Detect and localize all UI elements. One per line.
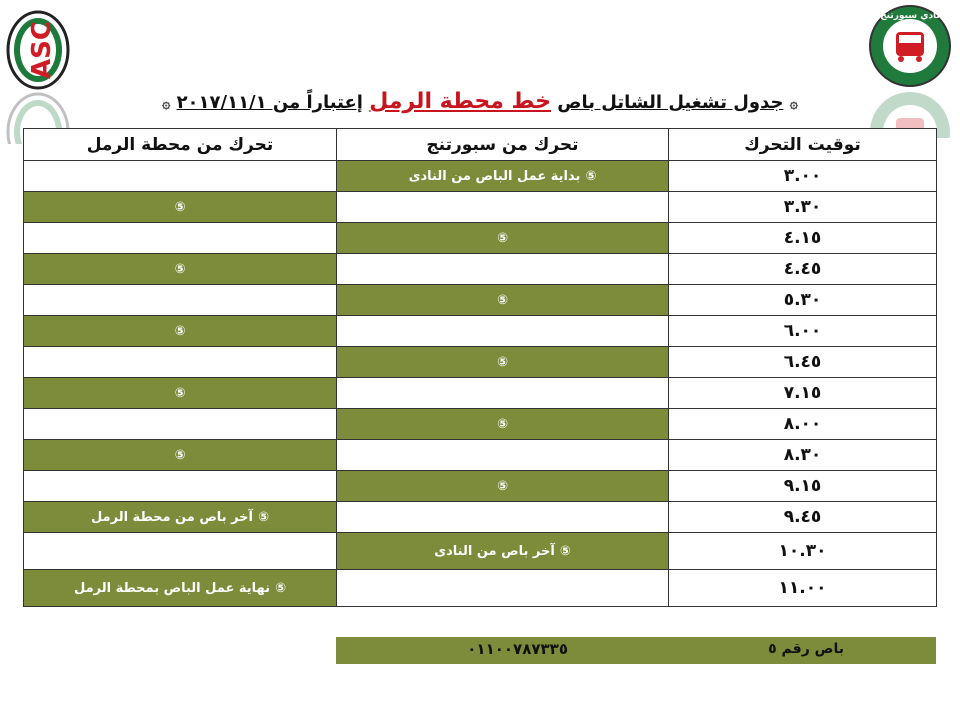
table-row — [24, 502, 937, 533]
table-row — [24, 471, 937, 502]
table-row — [24, 378, 937, 409]
from-raml-cell — [24, 440, 337, 471]
from-raml-cell — [24, 223, 337, 254]
table-row — [24, 533, 937, 570]
departure-time-cell: ١٠.٣٠ — [669, 533, 937, 570]
bus-five-marker-icon: ⑤ — [496, 354, 508, 370]
table-row — [24, 254, 937, 285]
bus-five-marker-icon: ⑤ — [275, 580, 287, 596]
from-sporting-cell — [337, 347, 669, 378]
from-sporting-cell — [337, 192, 669, 223]
asc-logo-text: ASC — [27, 21, 57, 79]
bus-info-bar — [336, 637, 936, 664]
from-sporting-cell — [337, 378, 669, 409]
departure-time-cell: ٤.١٥ — [669, 223, 937, 254]
table-row — [24, 223, 937, 254]
from-sporting-cell — [337, 254, 669, 285]
departure-time-cell: ٦.٠٠ — [669, 316, 937, 347]
from-raml-cell — [24, 409, 337, 440]
header-from-raml: تحرك من محطة الرمل — [24, 129, 337, 161]
from-sporting-cell — [337, 316, 669, 347]
departure-time-cell: ٣.٣٠ — [669, 192, 937, 223]
from-sporting-cell — [337, 161, 669, 192]
bus-five-marker-icon: ⑤ — [174, 261, 186, 277]
table-row — [24, 161, 937, 192]
bus-five-marker-icon: ⑤ — [174, 323, 186, 339]
from-raml-cell — [24, 316, 337, 347]
title-ornament-end: ۞ — [162, 96, 171, 112]
table-row — [24, 285, 937, 316]
header-departure-time: توقيت التحرك — [669, 129, 937, 161]
from-raml-cell — [24, 570, 337, 607]
trip-note: نهاية عمل الباص بمحطة الرمل — [73, 580, 270, 596]
from-sporting-cell — [337, 533, 669, 570]
from-raml-cell — [24, 192, 337, 223]
from-sporting-cell — [337, 570, 669, 607]
departure-time-cell: ٨.٠٠ — [669, 409, 937, 440]
departure-time-cell: ٩.٤٥ — [669, 502, 937, 533]
bus-phone-number: ٠١١٠٠٧٨٧٣٣٥ — [467, 640, 568, 658]
schedule-table — [23, 128, 937, 607]
from-sporting-cell — [337, 440, 669, 471]
from-sporting-cell — [337, 409, 669, 440]
departure-time-cell: ٥.٣٠ — [669, 285, 937, 316]
title-ornament-start: ۞ — [789, 96, 798, 112]
bus-five-marker-icon: ⑤ — [174, 447, 186, 463]
from-raml-cell — [24, 378, 337, 409]
from-sporting-cell — [337, 223, 669, 254]
table-row — [24, 316, 937, 347]
from-raml-cell — [24, 285, 337, 316]
trip-note: بداية عمل الباص من النادى — [408, 168, 581, 184]
bus-five-marker-icon: ⑤ — [258, 509, 270, 525]
title-suffix: إعتباراً من ٢٠١٧/١١/١ — [176, 92, 363, 113]
from-raml-cell — [24, 502, 337, 533]
table-row — [24, 192, 937, 223]
bus-five-marker-icon: ⑤ — [496, 292, 508, 308]
title-prefix: جدول تشغيل الشاتل باص — [557, 92, 784, 113]
bus-five-marker-icon: ⑤ — [496, 416, 508, 432]
departure-time-cell: ٧.١٥ — [669, 378, 937, 409]
asc-logo — [6, 10, 70, 90]
bus-five-marker-icon: ⑤ — [585, 168, 597, 184]
bus-five-marker-icon: ⑤ — [174, 385, 186, 401]
bus-five-marker-icon: ⑤ — [496, 230, 508, 246]
table-header-row — [24, 129, 937, 161]
from-raml-cell — [24, 533, 337, 570]
departure-time-cell: ٨.٣٠ — [669, 440, 937, 471]
from-raml-cell — [24, 254, 337, 285]
page-title — [130, 88, 830, 116]
from-sporting-cell — [337, 285, 669, 316]
from-sporting-cell — [337, 471, 669, 502]
bus-number-label: باص رقم ٥ — [768, 641, 844, 657]
sporting-club-logo-text: نادي سبورتنج — [880, 11, 940, 21]
departure-time-cell: ٩.١٥ — [669, 471, 937, 502]
bus-five-marker-icon: ⑤ — [174, 199, 186, 215]
from-raml-cell — [24, 471, 337, 502]
table-row — [24, 347, 937, 378]
from-raml-cell — [24, 347, 337, 378]
header-from-sporting: تحرك من سبورتنج — [337, 129, 669, 161]
from-sporting-cell — [337, 502, 669, 533]
from-raml-cell — [24, 161, 337, 192]
trip-note: آخر باص من محطة الرمل — [90, 509, 254, 525]
bus-five-marker-icon: ⑤ — [559, 543, 571, 559]
departure-time-cell: ١١.٠٠ — [669, 570, 937, 607]
table-row — [24, 570, 937, 607]
departure-time-cell: ٤.٤٥ — [669, 254, 937, 285]
table-row — [24, 440, 937, 471]
sporting-club-logo — [868, 4, 952, 88]
schedule-body — [24, 161, 937, 607]
trip-note: آخر باص من النادى — [434, 543, 555, 559]
bus-five-marker-icon: ⑤ — [496, 478, 508, 494]
departure-time-cell: ٦.٤٥ — [669, 347, 937, 378]
table-row — [24, 409, 937, 440]
title-highlight: خط محطة الرمل — [369, 89, 551, 114]
departure-time-cell: ٣.٠٠ — [669, 161, 937, 192]
